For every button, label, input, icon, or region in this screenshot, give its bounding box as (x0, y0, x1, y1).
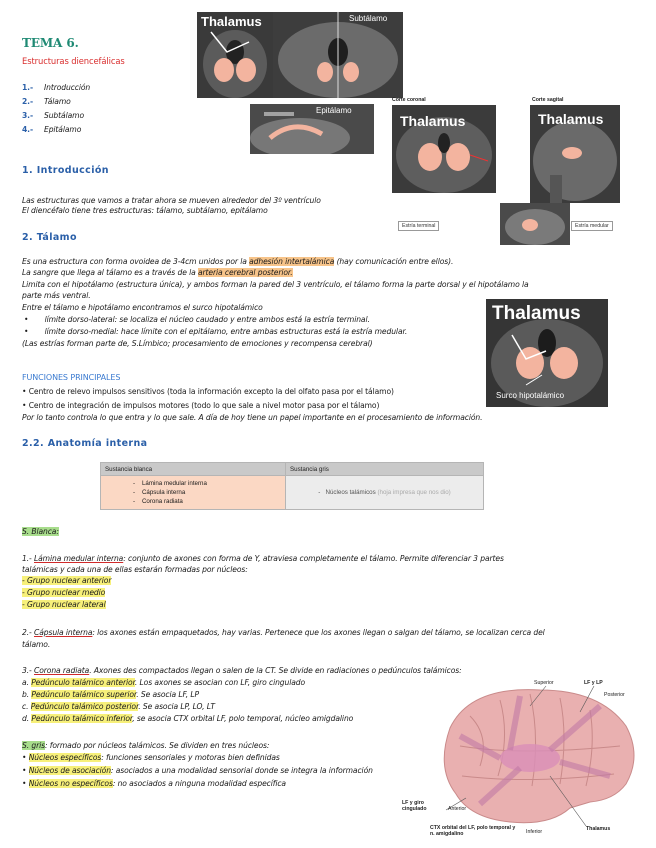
epitalamo-label: Epitálamo (316, 106, 352, 115)
corona-line-1: 3.- Corona radiata. Axones des compactados llegan o salen de la CT. Se divide en radiaciones o pedúnculos talámicos: (22, 666, 462, 675)
index-num-2: 2.- (22, 97, 34, 106)
blanca-item: - Corona radiata (133, 498, 183, 505)
s2-bullet-2: • límite dorso-medial: hace límite con el epitálamo, entre ambas estructuras está la estría medular. (24, 327, 408, 336)
coronal-image (392, 105, 496, 193)
subtalamo-label: Subtálamo (349, 14, 388, 23)
s2-line-2: La sangre que llega al tálamo es a través de la arteria cerebral posterior. (22, 268, 293, 277)
brain-anterior-label: Anterior (448, 806, 467, 812)
thalamus-mid-label: Thalamus (492, 303, 581, 324)
thalamus-mid-image (486, 299, 608, 407)
blanca-tag: S. Blanca: (22, 527, 59, 536)
grupo-medio: - Grupo nuclear medio (22, 588, 106, 597)
funcion-2: • Centro de integración de impulsos motores (todo lo que sale a nivel motor pasa por el tálamo) (22, 401, 380, 410)
brain-lf-giro-label: LF y giro cingulado (402, 800, 427, 812)
brain-lf-lp-label: LF y LP (584, 680, 603, 686)
nucleo-especifico: • Núcleos específicos: funciones sensoriales y motoras bien definidas (22, 753, 280, 762)
capsula-line-1: 2.- Cápsula interna: los axones están empaquetados, hay varias. Pertenece que los axones llegan o salgan del tálamo, se localizan cerca del (22, 628, 545, 637)
index-item-3: Subtálamo (44, 111, 84, 120)
funcion-conclusion: Por lo tanto controla lo que entra y lo que sale. A día de hoy tiene un papel importante en el procesamiento de información. (22, 413, 483, 422)
corte-coronal-caption: Corte coronal (392, 97, 426, 103)
index-item-1: Introducción (44, 83, 91, 92)
s1-paragraph-2: El diencéfalo tiene tres estructuras: tálamo, subtálamo, epitálamo (22, 206, 268, 215)
thalamus-top-label: Thalamus (201, 14, 262, 29)
arteria-highlight: arteria cerebral posterior. (197, 268, 293, 277)
s2-bullet-1: • límite dorso-lateral: se localiza el núcleo caudado y entre ambos está la estría terminal. (24, 315, 370, 324)
grupo-anterior: - Grupo nuclear anterior (22, 576, 112, 585)
corona-title: Corona radiata (34, 666, 90, 675)
pedunculo-c: c. Pedúnculo talámico posterior. Se asocia LP, LO, LT (22, 702, 215, 711)
index-item-2: Tálamo (44, 97, 71, 106)
index-num-4: 4.- (22, 125, 34, 134)
page-subtitle: Estructuras diencefálicas (22, 56, 125, 66)
table-cell-blanca (101, 476, 286, 510)
s2-line-1: Es una estructura con forma ovoidea de 3-4cm unidos por la adhesión intertalámica (hay comunicación entre ellos). (22, 257, 454, 266)
small-brain-image (500, 203, 570, 245)
surco-label: Surco hipotalámico (496, 391, 565, 400)
estria-terminal-label: Estría terminal (398, 221, 439, 231)
thalamus-sagital-label: Thalamus (538, 111, 604, 127)
sagital-image (530, 105, 620, 203)
funcion-1: • Centro de relevo impulsos sensitivos (toda la información excepto la del olfato pasa por el tálamo) (22, 387, 394, 396)
funciones-heading: FUNCIONES PRINCIPALES (22, 373, 121, 382)
lamina-title: Lámina medular interna (34, 554, 124, 563)
gris-line: S. gris: formado por núcleos talámicos. Se dividen en tres núcleos: (22, 741, 270, 750)
adhesion-highlight: adhesión intertalámica (249, 257, 335, 266)
s2-line-5: Entre el tálamo e hipotálamo encontramos el surco hipotalámico (22, 303, 263, 312)
capsula-line-2: tálamo. (22, 640, 51, 649)
pedunculo-a: a. Pedúnculo talámico anterior. Los axones se asocian con LF, giro cingulado (22, 678, 306, 687)
brain-diagram-svg (400, 676, 650, 844)
nucleo-asociacion: • Núcleos de asociación: asociados a una modalidad sensorial donde se integra la información (22, 766, 373, 775)
brain-diagram (400, 676, 650, 844)
section-2-heading: 2. Tálamo (22, 232, 77, 243)
pedunculo-b: b. Pedúnculo talámico superior. Se asocia LF, LP (22, 690, 200, 699)
capsula-title: Cápsula interna (34, 628, 93, 637)
subtalamo-image (273, 12, 403, 98)
brain-posterior-label: Posterior (604, 692, 625, 698)
grupo-lateral: - Grupo nuclear lateral (22, 600, 106, 609)
s2-line-6: (Las estrías forman parte de, S.Límbico; procesamiento de emociones y recompensa cerebral) (22, 339, 373, 348)
anatomy-table (100, 462, 484, 510)
s2-line-3: Limita con el hipotálamo (estructura única), y ambos forman la pared del 3 ventrículo, el tálamo forma la parte dorsal y el hipotálamo la (22, 280, 529, 289)
index-num-1: 1.- (22, 83, 34, 92)
thalamus-top-image (197, 12, 273, 98)
brain-thalamus-label: Thalamus (586, 826, 611, 832)
nucleo-no-especifico: • Núcleos no específicos: no asociados a ninguna modalidad específica (22, 779, 286, 788)
lamina-line-2: talámicas y cada una de ellas estarán formadas por núcleos: (22, 565, 248, 574)
estria-medular-label: Estría medular (571, 221, 613, 231)
table-header-gris: Sustancia gris (286, 463, 484, 476)
s1-paragraph-1: Las estructuras que vamos a tratar ahora se mueven alrededor del 3º ventrículo (22, 196, 321, 205)
corte-sagital-caption: Corte sagital (532, 97, 564, 103)
index-item-4: Epitálamo (44, 125, 82, 134)
brain-superior-label: Superior (534, 680, 554, 686)
blanca-item: - Cápsula interna (133, 489, 186, 496)
blanca-item: - Lámina medular interna (133, 480, 207, 487)
table-cell-gris: - Núcleos talámicos (hoja impresa que nos dio) (286, 476, 484, 510)
epitalamo-image (250, 104, 374, 154)
section-22-heading: 2.2. Anatomía interna (22, 438, 148, 449)
table-header-blanca: Sustancia blanca (101, 463, 286, 476)
thalamus-coronal-label: Thalamus (400, 113, 466, 129)
page-title: TEMA 6. (22, 36, 79, 50)
index-num-3: 3.- (22, 111, 34, 120)
s2-line-4: parte más ventral. (22, 291, 91, 300)
section-1-heading: 1. Introducción (22, 165, 109, 176)
pedunculo-d: d. Pedúnculo talámico inferior, se asocia CTX orbital LF, polo temporal, núcleo amigdalino (22, 714, 354, 723)
brain-inferior-label: Inferior (526, 829, 543, 835)
lamina-line-1: 1.- Lámina medular interna: conjunto de axones con forma de Y, atraviesa completamente el tálamo. Permite diferenciar 3 partes (22, 554, 504, 563)
brain-ctx-label: CTX orbital del LF, polo temporal y n. amigdalino (430, 825, 516, 837)
